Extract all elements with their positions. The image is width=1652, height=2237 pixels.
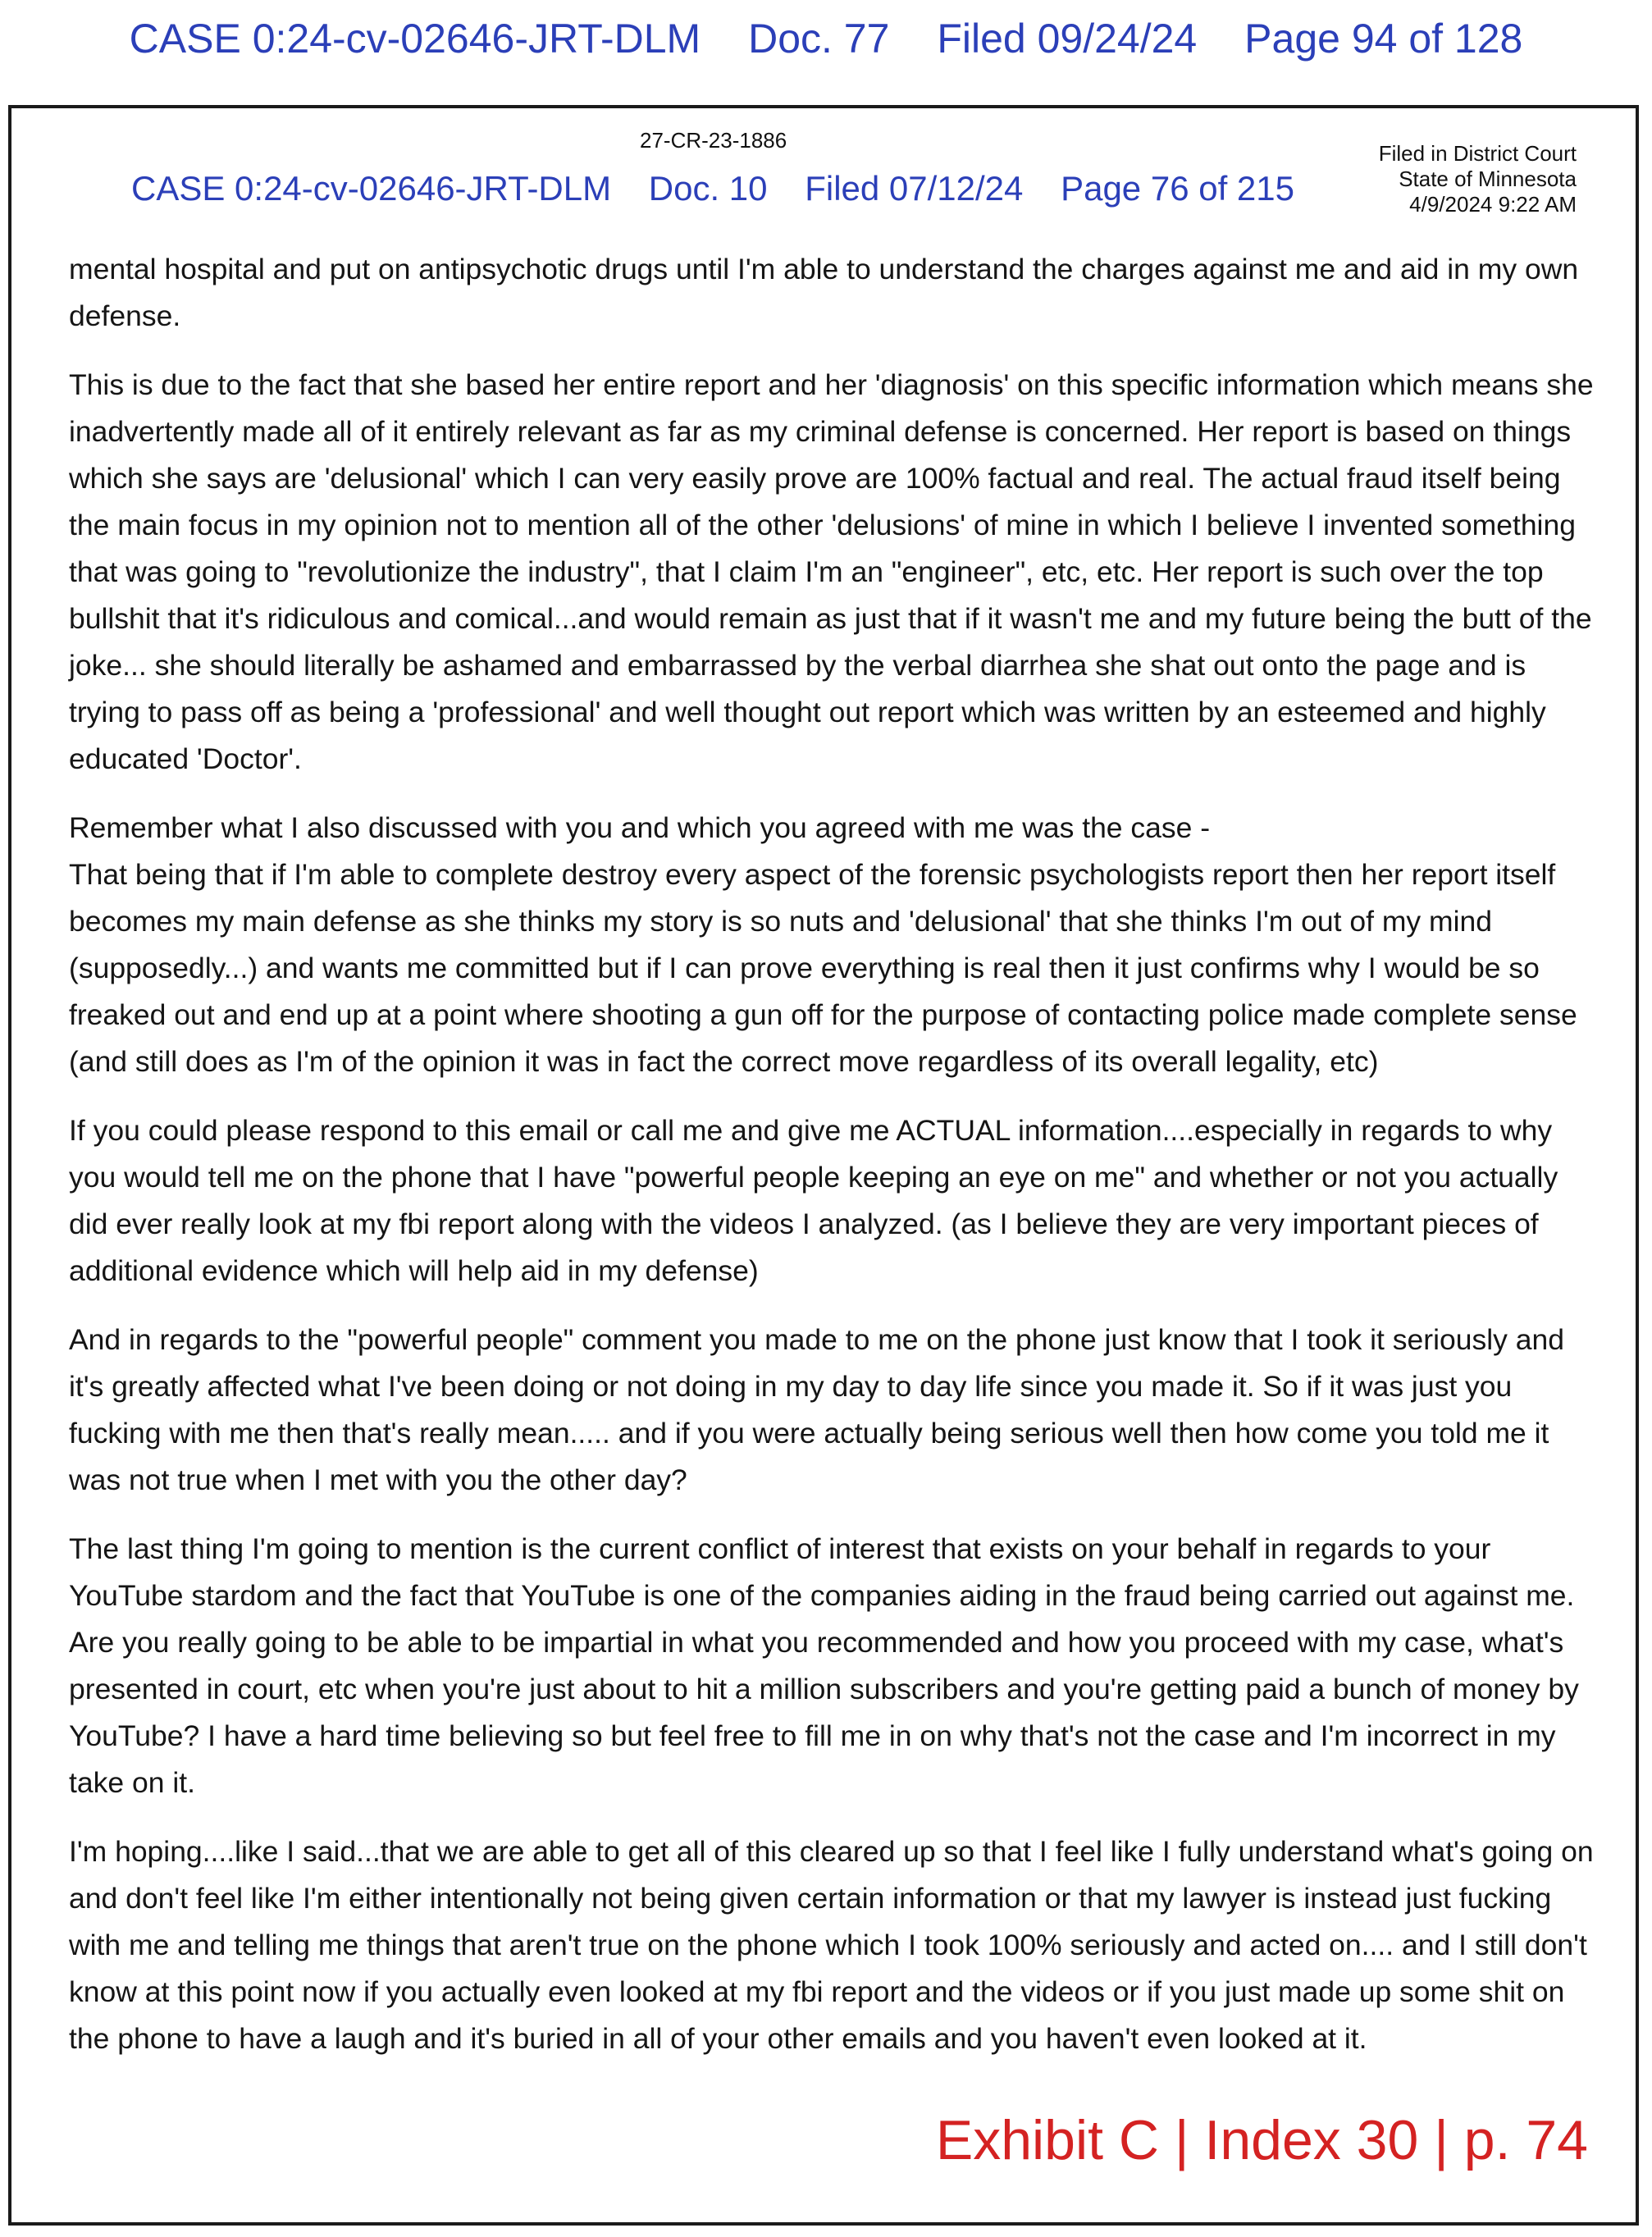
exhibit-label: Exhibit C | Index 30 | p. 74 bbox=[935, 2109, 1588, 2171]
paragraph: And in regards to the "powerful people" comment you made to me on the phone just know that I took it seriously and it's greatly affected what I've been doing or not doing in my day to day life since you made it. So if it was just you fucking with me then that's really mean..... and if you were actually being serious well then how come you told me it was not true when I met with you the other day? bbox=[69, 1323, 1564, 1496]
paragraph: That being that if I'm able to complete destroy every aspect of the forensic psychologists report then her report itself becomes my main defense as she thinks my story is so nuts and 'delusional' that she thinks I'm out of my mind (supposedly...) and wants me committed but if I can prove everything is real then it just confirms why I would be so freaked out and end up at a point where shooting a gun off for the purpose of contacting police made complete sense (and still does as I'm of the opinion it was in fact the correct move regardless of its overall legality, etc) bbox=[69, 858, 1577, 1078]
filed-stamp-line: Filed in District Court bbox=[1378, 141, 1577, 166]
letter-body bbox=[69, 246, 1595, 2084]
state-case-number: 27-CR-23-1886 bbox=[640, 128, 787, 153]
outer-filed-date: Filed 09/24/24 bbox=[937, 16, 1198, 62]
outer-case-number: CASE 0:24-cv-02646-JRT-DLM bbox=[129, 16, 701, 62]
paragraph: The last thing I'm going to mention is the current conflict of interest that exists on your behalf in regards to your YouTube stardom and the fact that YouTube is one of the companies aiding in the fraud being carried out against me. Are you really going to be able to be impartial in what you recommended and how you proceed with my case, what's presented in court, etc when you're just about to hit a million subscribers and you're getting paid a bunch of money by YouTube? I have a hard time believing so but feel free to fill me in on why that's not the case and I'm incorrect in my take on it. bbox=[69, 1532, 1579, 1799]
inner-page-header bbox=[131, 169, 1322, 208]
outer-doc-number: Doc. 77 bbox=[748, 16, 890, 62]
paragraph: mental hospital and put on antipsychotic drugs until I'm able to understand the charges against me and aid in my own defense. bbox=[69, 253, 1579, 332]
filed-stamp-line: State of Minnesota bbox=[1399, 167, 1577, 191]
paragraph: This is due to the fact that she based her entire report and her 'diagnosis' on this specific information which means she inadvertently made all of it entirely relevant as far as my criminal defense is concerned. Her report is based on things which she says are 'delusional' which I can very easily prove are 100% factual and real. The actual fraud itself being the main focus in my opinion not to mention all of the other 'delusions' of mine in which I believe I invented something that was going to "revolutionize the industry", that I claim I'm an "engineer", etc, etc. Her report is such over the top bullshit that it's ridiculous and comical...and would remain as just that if it wasn't me and my future being the butt of the joke... she should literally be ashamed and embarrassed by the verbal diarrhea she shat out onto the page and is trying to pass off as being a 'professional' and well thought out report which was written by an esteemed and highly educated 'Doctor'. bbox=[69, 368, 1594, 775]
paragraph: Remember what I also discussed with you and which you agreed with me was the case - bbox=[69, 811, 1211, 844]
outer-page-number: Page 94 of 128 bbox=[1244, 16, 1523, 62]
inner-case-number: CASE 0:24-cv-02646-JRT-DLM bbox=[131, 169, 612, 208]
outer-page-header bbox=[0, 15, 1652, 62]
paragraph: If you could please respond to this email or call me and give me ACTUAL information....especially in regards to why you would tell me on the phone that I have "powerful people keeping an eye on me" and whether or not you actually did ever really look at my fbi report along with the videos I analyzed. (as I believe they are very important pieces of additional evidence which will help aid in my defense) bbox=[69, 1114, 1558, 1287]
inner-page-number: Page 76 of 215 bbox=[1061, 169, 1294, 208]
paragraph: I'm hoping....like I said...that we are able to get all of this cleared up so that I feel like I fully understand what's going on and don't feel like I'm either intentionally not being given certain information or that my lawyer is instead just fucking with me and telling me things that aren't true on the phone which I took 100% seriously and acted on.... and I still don't know at this point now if you actually even looked at my fbi report and the videos or if you just made up some shit on the phone to have a laugh and it's buried in all of your other emails and you haven't even looked at it. bbox=[69, 1835, 1594, 2055]
filed-stamp bbox=[1379, 141, 1577, 217]
filed-stamp-line: 4/9/2024 9:22 AM bbox=[1409, 192, 1577, 217]
inner-doc-number: Doc. 10 bbox=[648, 169, 768, 208]
inner-filed-date: Filed 07/12/24 bbox=[805, 169, 1024, 208]
